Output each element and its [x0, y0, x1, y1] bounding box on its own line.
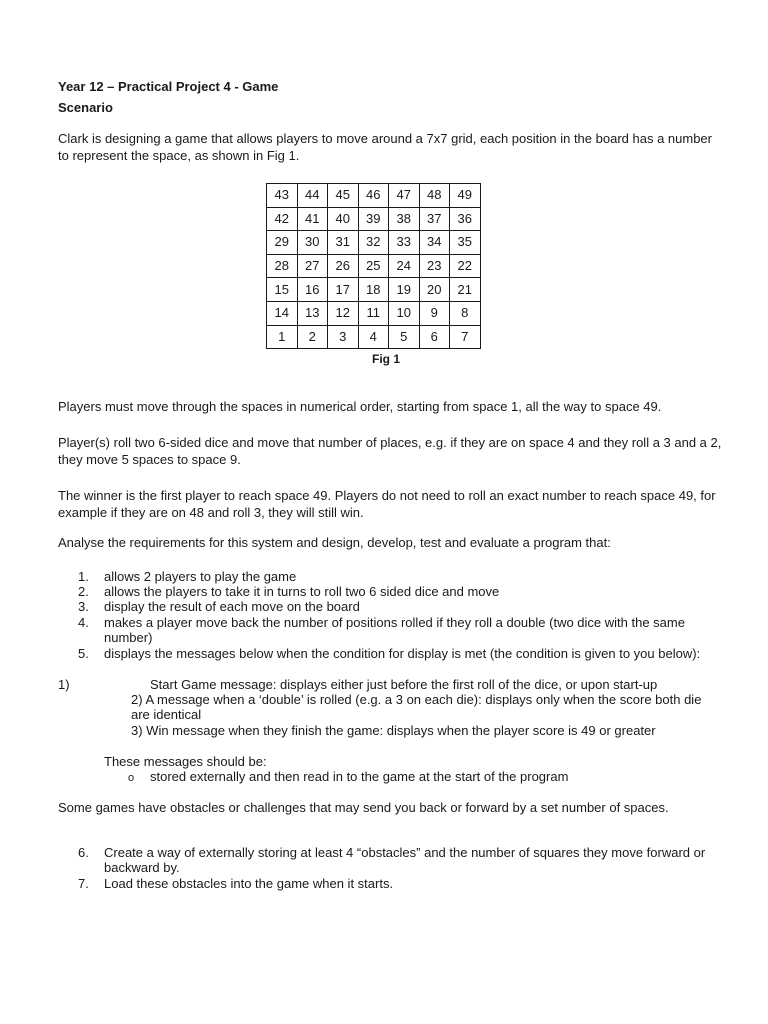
grid-cell: 30	[297, 231, 328, 255]
grid-cell: 47	[389, 184, 420, 208]
grid-cell: 13	[297, 301, 328, 325]
grid-cell: 25	[358, 254, 389, 278]
bullet-text: stored externally and then read in to the game at the start of the program	[150, 769, 569, 784]
grid-cell: 14	[267, 301, 298, 325]
grid-row	[267, 325, 481, 349]
grid-cell: 10	[389, 301, 420, 325]
grid-cell: 46	[358, 184, 389, 208]
grid-cell: 18	[358, 278, 389, 302]
grid-cell: 8	[450, 301, 481, 325]
figure-caption: Fig 1	[372, 352, 401, 366]
grid-row	[267, 278, 481, 302]
grid-cell: 19	[389, 278, 420, 302]
grid-cell: 21	[450, 278, 481, 302]
list-item-number: 5.	[78, 646, 89, 661]
section-heading-scenario: Scenario	[58, 100, 113, 115]
obstacles-paragraph: Some games have obstacles or challenges that may send you back or forward by a set number of spaces.	[58, 800, 669, 815]
list-item-number: 6.	[78, 845, 89, 860]
grid-cell: 29	[267, 231, 298, 255]
grid-cell: 20	[419, 278, 450, 302]
grid-cell: 44	[297, 184, 328, 208]
bullet-marker: o	[128, 772, 135, 784]
list-item-number: 2.	[78, 584, 89, 599]
grid-cell: 45	[328, 184, 359, 208]
grid-row	[267, 184, 481, 208]
document-title: Year 12 – Practical Project 4 - Game	[58, 79, 279, 94]
grid-cell: 49	[450, 184, 481, 208]
grid-row	[267, 231, 481, 255]
grid-cell: 32	[358, 231, 389, 255]
grid-cell: 41	[297, 207, 328, 231]
grid-cell: 6	[419, 325, 450, 349]
grid-cell: 33	[389, 231, 420, 255]
messages-should-be: These messages should be:	[104, 754, 267, 769]
grid-cell: 9	[419, 301, 450, 325]
grid-cell: 1	[267, 325, 298, 349]
grid-cell: 38	[389, 207, 420, 231]
grid-cell: 11	[358, 301, 389, 325]
grid-cell: 28	[267, 254, 298, 278]
grid-cell: 7	[450, 325, 481, 349]
analyse-paragraph: Analyse the requirements for this system and design, develop, test and evaluate a program that:	[58, 535, 611, 550]
grid-cell: 42	[267, 207, 298, 231]
grid-cell: 37	[419, 207, 450, 231]
list-item-number: 7.	[78, 876, 89, 891]
grid-cell: 39	[358, 207, 389, 231]
list-item: displays the messages below when the condition for display is met (the condition is given to you below):	[104, 646, 701, 661]
grid-cell: 17	[328, 278, 359, 302]
grid-cell: 43	[267, 184, 298, 208]
grid-cell: 36	[450, 207, 481, 231]
message-double: 2) A message when a ‘double’ is rolled (e.g. a 3 on each die): displays only when the score both die are identical	[131, 692, 702, 722]
grid-cell: 4	[358, 325, 389, 349]
grid-cell: 15	[267, 278, 298, 302]
list-item: Load these obstacles into the game when it starts.	[104, 876, 394, 891]
grid-cell: 5	[389, 325, 420, 349]
list-item: allows 2 players to play the game	[104, 569, 297, 584]
list-item: allows the players to take it in turns to roll two 6 sided dice and move	[104, 584, 500, 599]
grid-cell: 16	[297, 278, 328, 302]
grid-cell: 34	[419, 231, 450, 255]
grid-cell: 48	[419, 184, 450, 208]
list-item: display the result of each move on the board	[104, 599, 360, 614]
board-grid	[266, 183, 481, 349]
grid-cell: 22	[450, 254, 481, 278]
winner-paragraph: The winner is the first player to reach space 49. Players do not need to roll an exact number to reach space 49, for example if they are on 48 and roll 3, they will still win.	[58, 488, 716, 520]
grid-row	[267, 207, 481, 231]
intro-paragraph: Clark is designing a game that allows players to move around a 7x7 grid, each position in the board has a number to represent the space, as shown in Fig 1.	[58, 131, 712, 163]
message-start-game: Start Game message: displays either just before the first roll of the dice, or upon start-up	[150, 677, 658, 692]
dice-roll-paragraph: Player(s) roll two 6-sided dice and move that number of places, e.g. if they are on space 4 and they roll a 3 and a 2, they move 5 spaces to space 9.	[58, 435, 722, 467]
move-order-paragraph: Players must move through the spaces in numerical order, starting from space 1, all the way to space 49.	[58, 399, 662, 414]
message-number: 1)	[58, 677, 70, 692]
list-item-number: 4.	[78, 615, 89, 630]
list-item: makes a player move back the number of positions rolled if they roll a double (two dice with the same number)	[104, 615, 685, 645]
grid-cell: 24	[389, 254, 420, 278]
list-item: Create a way of externally storing at least 4 “obstacles” and the number of squares they move forward or backward by.	[104, 845, 706, 875]
grid-cell: 31	[328, 231, 359, 255]
list-item-number: 3.	[78, 599, 89, 614]
grid-cell: 26	[328, 254, 359, 278]
message-win: 3) Win message when they finish the game: displays when the player score is 49 or greater	[131, 723, 656, 738]
grid-cell: 2	[297, 325, 328, 349]
grid-cell: 23	[419, 254, 450, 278]
grid-cell: 27	[297, 254, 328, 278]
list-item-number: 1.	[78, 569, 89, 584]
grid-cell: 40	[328, 207, 359, 231]
grid-cell: 35	[450, 231, 481, 255]
grid-row	[267, 254, 481, 278]
grid-cell: 12	[328, 301, 359, 325]
grid-cell: 3	[328, 325, 359, 349]
grid-row	[267, 301, 481, 325]
